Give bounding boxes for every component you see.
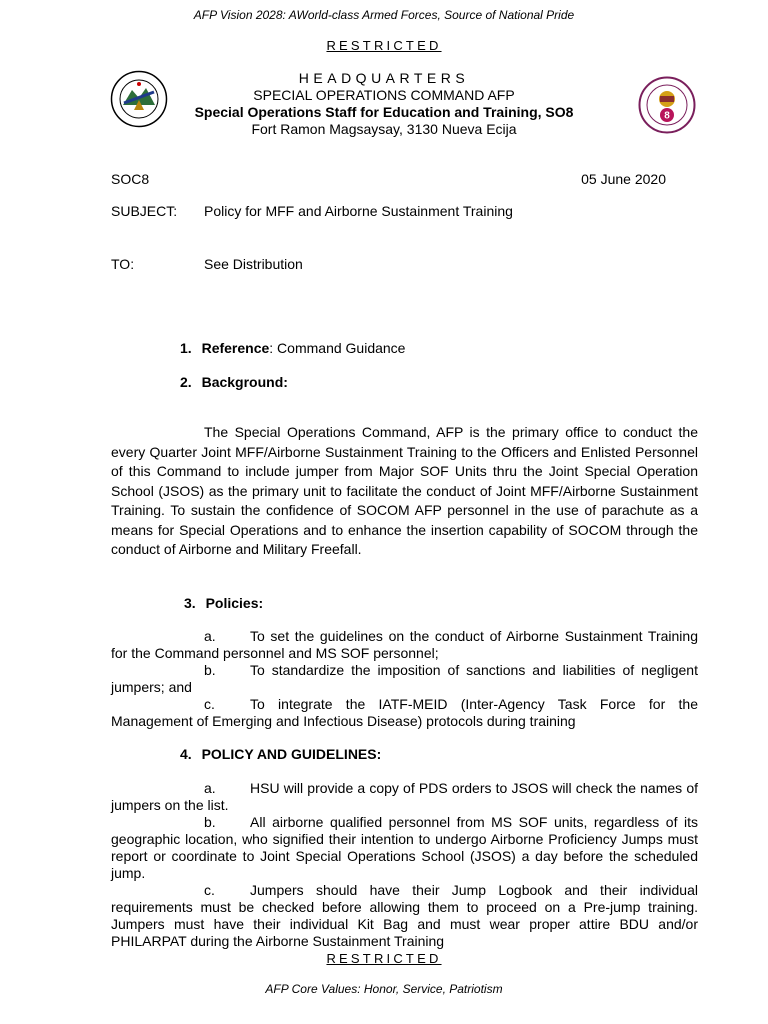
staff-name: Special Operations Staff for Education and Training, SO8 (194, 104, 574, 120)
item-letter: c. (204, 882, 215, 898)
item-text: HSU will provide a copy of PDS orders to JSOS will check the names of jumpers on the list. (111, 780, 698, 813)
section-title: Background: (201, 374, 288, 390)
to-text: See Distribution (204, 256, 303, 272)
section-2-heading (180, 374, 288, 391)
item-text: To set the guidelines on the conduct of Airborne Sustainment Training for the Command personnel and MS SOF personnel; (111, 628, 698, 661)
address: Fort Ramon Magsaysay, 3130 Nueva Ecija (251, 121, 517, 137)
item-text: All airborne qualified personnel from MS SOF units, regardless of its geographic location, who signified their intention to undergo Airborne Proficiency Jumps must report or coordinate to Joint Special Operations School (JSOS) a day before the scheduled jump. (111, 814, 698, 881)
classification-top: RESTRICTED (326, 38, 442, 53)
unit-name: SPECIAL OPERATIONS COMMAND AFP (253, 87, 515, 103)
core-values: AFP Core Values: Honor, Service, Patriotism (265, 982, 503, 996)
list-item (111, 814, 698, 882)
section-number: 1. (180, 340, 192, 356)
section-title: Policies: (205, 595, 264, 611)
item-letter: a. (204, 628, 216, 644)
memo-date: 05 June 2020 (581, 171, 666, 187)
section-title: POLICY AND GUIDELINES: (201, 746, 382, 762)
item-text: To standardize the imposition of sanctions and liabilities of negligent jumpers; and (111, 662, 698, 695)
guidelines-list (111, 780, 698, 950)
vision-statement: AFP Vision 2028: AWorld-class Armed Forces, Source of National Pride (193, 8, 575, 22)
list-item (111, 780, 698, 814)
hq-title: HEADQUARTERS (298, 70, 470, 86)
list-item (111, 882, 698, 950)
background-paragraph: The Special Operations Command, AFP is the primary office to conduct the every Quarter Joint MFF/Airborne Sustainment Training to the Officers and Enlisted Personnel of this Command to include jumper from Major SOF Units thru the Joint Special Operation School (JSOS) as the primary unit to facilitate the conduct of Joint MFF/Airborne Sustainment Training. To sustain the confidence of SOCOM AFP personnel in the use of parachute as a means for Special Operations and to enhance the insertion capability of SOCOM through the conduct of Airborne and Military Freefall. (111, 424, 698, 557)
item-letter: a. (204, 780, 216, 796)
list-item (111, 628, 698, 662)
classification-bottom: RESTRICTED (326, 951, 442, 966)
subject-label: SUBJECT: (111, 203, 178, 219)
list-item (111, 662, 698, 696)
section-number: 2. (180, 374, 192, 390)
section-number: 3. (184, 595, 196, 611)
section-1-heading (180, 340, 405, 357)
item-text: To integrate the IATF-MEID (Inter-Agency Task Force for the Management of Emerging and Infectious Disease) protocols during training (111, 696, 698, 729)
item-letter: c. (204, 696, 215, 712)
section-title: Reference (201, 340, 270, 356)
item-letter: b. (204, 814, 216, 830)
policies-list (111, 628, 698, 730)
to-label: TO: (111, 256, 135, 272)
list-item (111, 696, 698, 730)
section-number: 4. (180, 746, 192, 762)
item-letter: b. (204, 662, 216, 678)
item-text: Jumpers should have their Jump Logbook and their individual requirements must be checked before allowing them to proceed on a Pre-jump training. Jumpers must have their individual Kit Bag and must wear proper attire BDU and/or PHILARPAT during the Airborne Sustainment Training (111, 882, 698, 949)
subject-text: Policy for MFF and Airborne Sustainment Training (204, 203, 513, 219)
section-text: : Command Guidance (269, 340, 406, 356)
office-code: SOC8 (111, 171, 150, 187)
section-3-heading (184, 595, 263, 612)
svg-text:8: 8 (664, 110, 670, 122)
section-4-heading (180, 746, 381, 763)
